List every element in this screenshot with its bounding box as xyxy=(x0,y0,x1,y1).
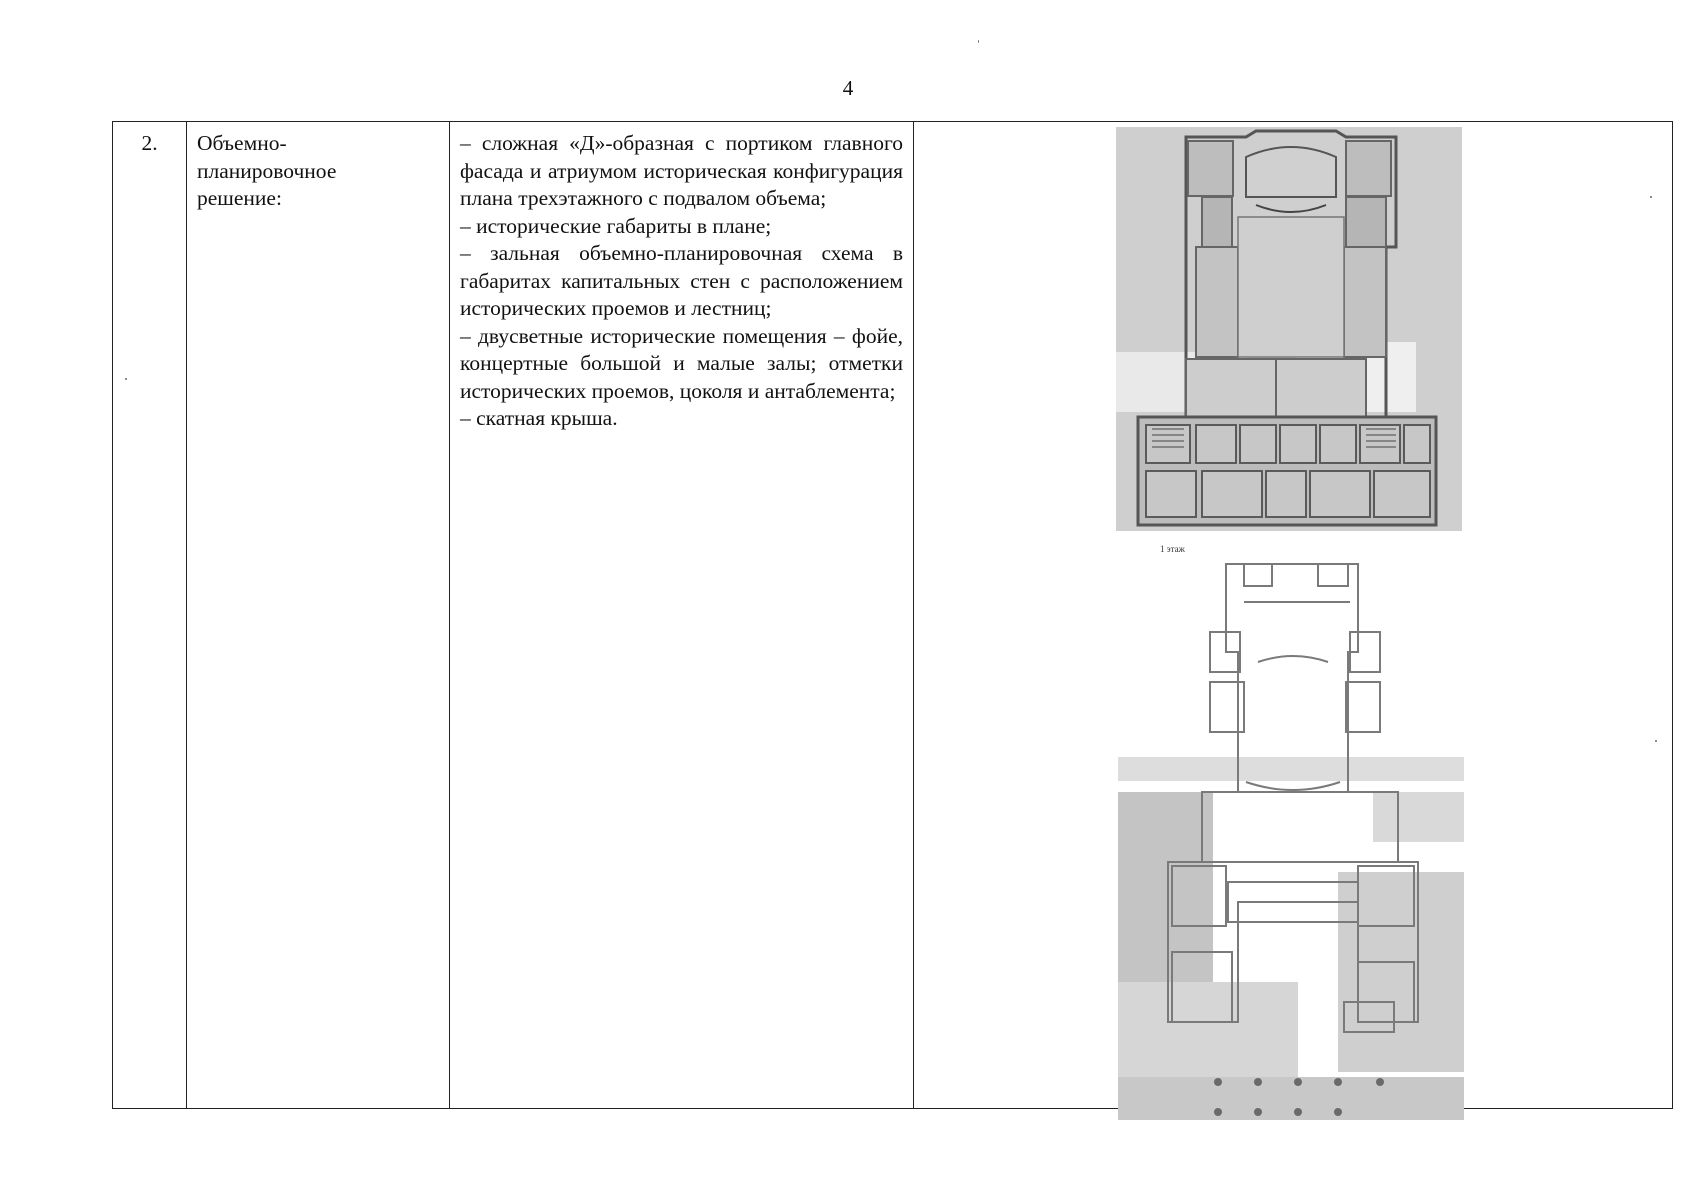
row-images xyxy=(914,122,1673,1109)
heritage-table xyxy=(112,121,1673,1109)
row-description xyxy=(450,122,914,1109)
row-number: 2. xyxy=(113,122,187,1109)
row-label xyxy=(187,122,450,1109)
row-label-line: решение: xyxy=(197,186,282,210)
description-item: – сложная «Д»-образная с портиком главного фасада и атриумом историческая конфигурация плана трехэтажного с подвалом объема; xyxy=(460,131,903,210)
scan-speck xyxy=(978,40,979,43)
description-item: – скатная крыша. xyxy=(460,406,618,430)
table-row xyxy=(113,122,1673,1109)
description-item: – зальная объемно-планировочная схема в габаритах капитальных стен с расположением исторических проемов и лестниц; xyxy=(460,241,903,320)
description-item: – двусветные исторические помещения – фойе, концертные большой и малые залы; отметки исторических проемов, цоколя и антаблемента; xyxy=(460,323,903,403)
scan-speck xyxy=(125,378,127,380)
description-item: – исторические габариты в плане; xyxy=(460,213,772,238)
scan-speck xyxy=(1655,740,1657,742)
floor-plan-label: 1 этаж xyxy=(1160,544,1185,554)
floor-plan-upper-image xyxy=(1116,127,1462,531)
row-label-line: планировочное xyxy=(197,158,337,183)
row-label-line: Объемно- xyxy=(197,131,287,155)
scan-speck xyxy=(1650,196,1652,198)
floor-plan-lower-image xyxy=(1118,542,1464,1120)
page-number: 4 xyxy=(842,76,854,100)
